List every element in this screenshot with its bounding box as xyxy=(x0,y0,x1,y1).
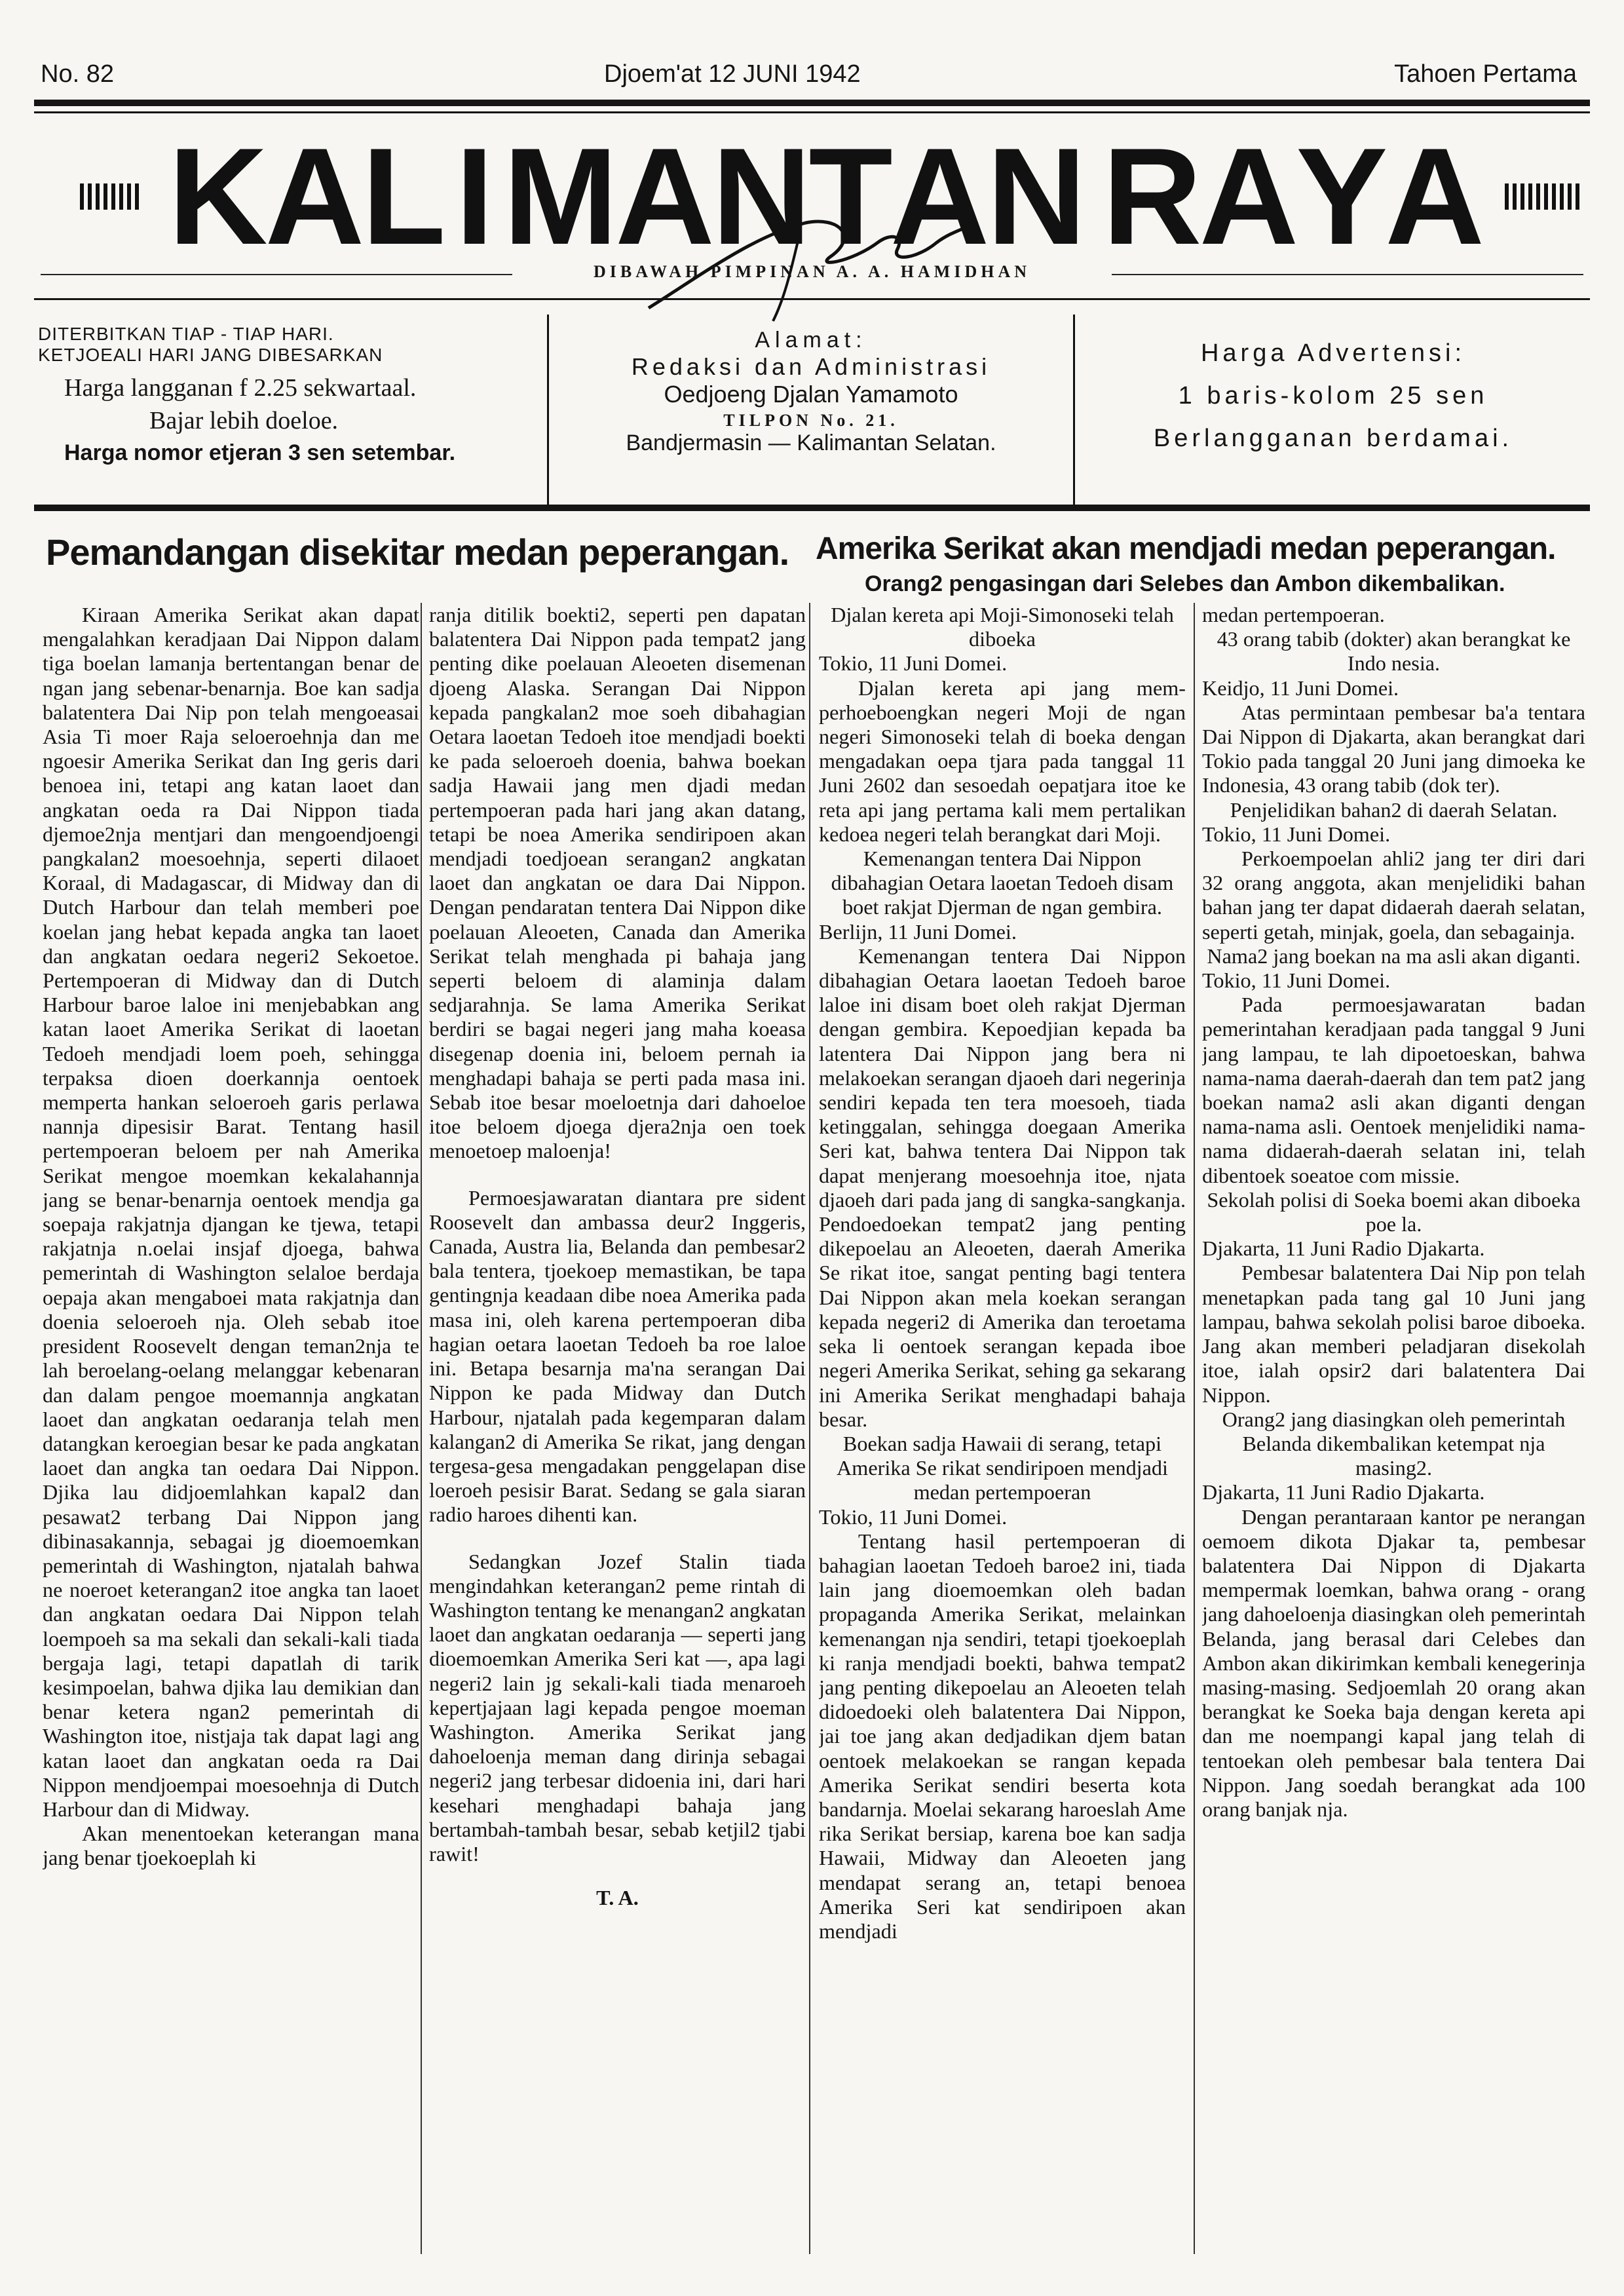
news-dateline: Berlijn, 11 Juni Domei. xyxy=(819,919,1017,944)
news-paragraph: Dengan perantaraan kantor pe nerangan oemoem dikota Djakar ta, pembesar balatentera Dai Nippon di Djakarta mempermak loemkan, bahwa orang - orang jang dahoeloenja diasingkan oleh pemerintah Belanda, jang berasal dari Celebes dan Ambon akan dikirimkan kembali kenegerinja masing-masing. Sedjoemlah 20 orang akan berangkat ke Soeka baja dengan kereta api dan me noempangi kapal jang telah di tentoekan oleh pembesar bala tentera Dai Nippon. Jang soedah berangkat ada 100 orang banjak nja. xyxy=(1202,1504,1585,1821)
news-dateline: Tokio, 11 Juni Domei. xyxy=(819,1504,1008,1529)
advertising-rate: 1 baris-kolom 25 sen xyxy=(1178,382,1488,410)
article1-column-2 xyxy=(429,603,806,2254)
masthead-letter: T xyxy=(808,119,890,273)
article2-column-2 xyxy=(1202,603,1585,2254)
address-office: Redaksi dan Administrasi xyxy=(631,353,991,380)
masthead-letter: A xyxy=(615,119,712,273)
publication-frequency: DITERBITKAN TIAP - TIAP HARI. xyxy=(38,324,334,344)
masthead-letter: M xyxy=(503,119,616,273)
masthead-ornament-left xyxy=(80,183,139,210)
advertising-title: Harga Advertensi: xyxy=(1200,339,1466,367)
article1-paragraph: Kiraan Amerika Serikat akan dapat mengalahkan keradjaan Dai Nippon dalam tiga boelan lamanja bertentangan benar de ngan jang sebenar-benarnja. Boe kan sadja balatentera Dai Nip pon telah mengoeasai Asia Ti moer Raja seloeroehnja dan me ngoesir Amerika Serikat dan Ing geris dari benoea ini, tetapi ang katan laoet dan angkatan oeda ra Dai Nippon tiada djemoe2nja mentjari dan mengoendjoengi pangkalan2 moesoehnja, seperti dilaoet Koraal, di Madagascar, di Midway dan di Dutch Harbour dan telah memberi poe koelan jang hebat kepada angka tan laoet dan angkatan oedara negeri2 Sekoetoe. Pertempoeran di Midway dan di Dutch Harbour baroe laloe ini menjebabkan ang katan laoet Amerika Serikat di laoetan Tedoeh mendjadi loem poeh, sehingga terpaksa dioen doerkannja oentoek memperta hankan seloeroeh garis perlawa nannja dipesisir Barat. Tentang hasil pertempoeran beloem per nah Amerika Serikat mengoe moemkan kekalahannja jang se benar-benarnja oentoek mendja ga soepaja rakjatnja djangan ke tjewa, tetapi rakjatnja n.oelai insjaf djoega, bahwa pemerintah di Washington selaloe berdaja oepaja akan mengaboei mata rakjatnja dan doenia seloeroeh nja. Oleh sebab itoe president Roosevelt dengan teman2nja te lah beroelang-oelang melanggar kebenaran dan dalam pengoe moemannja angkatan laoet dan angkatan oedaranja telah men datangkan keroegian besar ke pada angkatan laoet dan angka tan oedara Dai Nippon. Djika lau didjoemlahkan kapal2 dan pesawat2 terbang Dai Nippon jang dibinasakannja, sebagai jg dioemoemkan pemerintah di Washington, njatalah bahwa ne noeroet keterangan2 itoe angka tan laoet dan angkatan oedara Dai Nippon telah loempoeh sa ma sekali dan sekali-kali tiada bergaja lagi, tetapi dapatlah di tarik kesimpoelan, bahwa djika lau demikian dan benar ketera ngan2 pemerintah di Washington itoe, nistjaja tak dapat lagi ang katan laoet dan angkatan oeda ra Dai Nippon mendjoempai moesoehnja di Dutch Harbour dan di Midway. xyxy=(43,603,419,1821)
article1-paragraph: Permoesjawaratan diantara pre sident Roosevelt dan ambassa deur2 Inggeris, Canada, Austra lia, Belanda dan pembesar2 bala tentera, tjoekoep memastikan, be tapa gentingnja keadaan dibe noea Amerika pada masa ini, oleh karena pertempoeran diba hagian oetara laoetan Tedoeh ba roe laloe ini. Betapa besarnja ma'na serangan Dai Nippon ke pada Midway dan Dutch Harbour, njatalah pada kegemparan dalam kalangan2 di Amerika Se rikat, jang dengan tergesa-gesa mengadakan penggelapan dise loeroeh pesisir Barat. Sedang se gala siaran radio haroes dihenti kan. xyxy=(429,1185,806,1527)
payment-note: Bajar lebih doeloe. xyxy=(149,407,339,434)
news-item-heading: Orang2 jang diasingkan oleh pemerintah Belanda dikembalikan ketempat nja masing2. xyxy=(1222,1407,1566,1480)
news-dateline: Tokio, 11 Juni Domei. xyxy=(1202,968,1391,993)
article1-signature: T. A. xyxy=(596,1886,639,1910)
info-bottom-rule xyxy=(34,505,1590,511)
news-dateline: Tokio, 11 Juni Domei. xyxy=(819,651,1008,676)
news-paragraph: Djalan kereta api jang mem-perhoeboengkan negeri Moji de ngan negeri Simonoseki telah di boeka dengan mengadakan oepa tjara pada tanggal 11 Juni 2602 dan sesoedah oepatjara itoe ke reta api jang pertama kali mem pertalikan kedoea negeri telah berangkat dari Moji. xyxy=(819,676,1186,846)
column-divider xyxy=(1194,603,1195,2254)
article1-paragraph: Sedangkan Jozef Stalin tiada mengindahkan keterangan2 peme rintah di Washington tentang ke menangan2 angkatan laoet dan angkatan oedaranja — seperti jang dioemoemkan Amerika Seri kat —, apa lagi negeri2 lain jg sekali-kali tiada menaroeh kepertjajaan lagi kepada pengoe moeman Washington. Amerika Serikat jang dahoeloenja meman dang dirinja sebagai negeri2 jang terbesar didoenia ini, dari hari kesehari menghadapi bahaja jang bertambah-tambah besar, sebab ketjil2 tjabi rawit! xyxy=(429,1549,806,1866)
news-item-heading: Boekan sadja Hawaii di serang, tetapi Amerika Se rikat sendiripoen mendjadi medan pertempoeran xyxy=(837,1431,1168,1504)
news-dateline: Tokio, 11 Juni Domei. xyxy=(1202,822,1391,846)
address-street: Oedjoeng Djalan Yamamoto xyxy=(664,381,958,408)
masthead-letter: A xyxy=(890,119,987,273)
news-item-heading: Nama2 jang boekan na ma asli akan diganti. xyxy=(1207,944,1581,968)
news-item-heading: 43 orang tabib (dokter) akan berangkat ke Indo nesia. xyxy=(1217,627,1571,676)
masthead-letter: R xyxy=(1102,119,1199,273)
masthead-letter: A xyxy=(265,119,362,273)
masthead-letter: A xyxy=(1385,119,1482,273)
news-item-heading: Sekolah polisi di Soeka boemi akan diboeka poe la. xyxy=(1207,1187,1581,1236)
column-divider xyxy=(421,603,422,2254)
advertising-note: Berlangganan berdamai. xyxy=(1153,425,1513,452)
masthead-letter: N xyxy=(711,119,809,273)
article1-paragraph: Akan menentoekan keterangan mana jang benar tjoekoeplah ki xyxy=(43,1822,419,1870)
news-paragraph: Kemenangan tentera Dai Nippon dibahagian Oetara laoetan Tedoeh baroe laloe ini disam boet oleh rakjat Djerman dengan gembira. Kepoedjian kepada ba latentera Dai Nippon jang bera ni melakoekan serangan djaoeh dari negerinja sendiri kepada ten tera moesoeh, tiada ketinggalan, sehingga doegaan Amerika Seri kat, bahwa tentera Dai Nippon tak dapat menjerang moesoehnja itoe, njata djaoeh dari pada jang di sangka-sangkanja. Pendoedoekan tempat2 jang penting dikepoelau an Aleoeten, daerah Amerika Se rikat itoe, sangat penting bagi tentera Dai Nippon akan mela koekan serangan kepada negeri2 di Amerika dan teroetama seka li oentoek serangan kepada iboe negeri Amerika Serikat, sehing ga sekarang ini Amerika Serikat menghadapi bahaja besar. xyxy=(819,944,1186,1431)
news-dateline: medan pertempoeran. xyxy=(1202,603,1385,626)
address-phone: TILPON No. 21. xyxy=(723,411,899,430)
masthead-letter: A xyxy=(1199,119,1296,273)
news-paragraph: Pembesar balatentera Dai Nip pon telah menetapkan pada tang gal 10 Juni jang lampau, bahwa sekolah polisi baroe diboeka. Jang akan memberi peladjaran disekolah itoe, ialah opsir2 dari balatentera Dai Nippon. xyxy=(1202,1261,1585,1407)
address-label: Alamat: xyxy=(755,328,867,353)
news-paragraph: Atas permintaan pembesar ba'a tentara Dai Nippon di Djakarta, akan berangkat dari Tokio pada tanggal 20 Juni jang dimoeka ke Indonesia, 43 orang tabib (dok ter). xyxy=(1202,700,1585,797)
article1-paragraph: ranja ditilik boekti2, seperti pen dapatan balatentera Dai Nippon pada tempat2 jang penting dike poelauan Aleoeten disemenan djoeng Alaska. Serangan Dai Nippon kepada pangkalan2 moe soeh dibahagian Oetara laoetan Tedoeh itoe mendjadi boekti ke pada seloeroeh doenia, bahwa boekan sadja Hawaii jang men djadi medan pertempoeran pada hari jang akan datang, tetapi be noea Amerika sendiripoen akan mendjadi toedjoean serangan2 angkatan laoet dan angkatan oe dara Dai Nippon. Dengan pendaratan tentera Dai Nippon dike poelauan Aleoeten, Canada dan Amerika Serikat telah menghada pi bahaja jang seperti beloem di alaminja dalam sedjarahnja. Se lama Amerika Serikat berdiri se bagai negeri jang maha koeasa disegenap doenia ini, beloem pernah ia menghadapi bahaja se perti pada masa ini. Sebab itoe besar moeloetnja dari dahoeloe itoe beloem djoega djera2nja oen toek menoetoep maloenja! xyxy=(429,603,806,1163)
masthead-letter: Y xyxy=(1296,119,1386,273)
news-paragraph: Tentang hasil pertempoeran di bahagian laoetan Tedoeh baroe2 ini, tiada lain jang dioemoemkan oleh badan propaganda Amerika Serikat, melainkan kemenangan nja sendiri, tetapi tjoekoeplah ki ranja mendjadi boekti, bahwa tempat2 jang penting dikepoelau an Aleoeten telah didoedoeki oleh balatentera Dai Nippon, jai toe jang akan dedjadikan djem batan oentoek melakoekan se rangan kepada Amerika Serikat sendiri beserta kota bandarnja. Moelai sekarang haroeslah Ame rika Serikat bersiap, karena boe kan sadja Hawaii, Midway dan Aleoeten jang mendapat serang an, tetapi benoea Amerika Seri kat sendiripoen akan mendjadi xyxy=(819,1529,1186,1943)
top-info-line xyxy=(41,60,1577,100)
news-dateline: Djakarta, 11 Juni Radio Djakarta. xyxy=(1202,1236,1485,1261)
address-box xyxy=(547,315,1075,505)
publication-exception: KETJOEALI HARI JANG DIBESARKAN xyxy=(38,345,383,365)
masthead-letter: K xyxy=(168,119,265,273)
news-item-heading: Djalan kereta api Moji-Simonoseki telah diboeka xyxy=(831,603,1174,651)
news-paragraph: Pada permoesjawaratan badan pemerintahan keradjaan pada tanggal 9 Juni jang lampau, te lah dipoetoeskan, bahwa nama-nama daerah-daerah dan tem pat2 jang boekan nama2 asli akan diganti dengan nama-nama asli. Oentoek menjelidiki nama-nama didaerah-daerah selatan ini, telah dibentoek soeatoe com missie. xyxy=(1202,993,1585,1187)
advertising-box xyxy=(1081,315,1585,505)
masthead-letter xyxy=(1084,138,1103,256)
article1-headline: Pemandangan disekitar medan peperangan. xyxy=(46,531,789,573)
top-rule-thin xyxy=(34,111,1590,113)
news-paragraph: Perkoempoelan ahli2 jang ter diri dari 32 orang anggota, akan menjelidiki bahan bahan jang ter dapat didaerah daerah selatan, seperti getah, minjak, goela, dan sebagainja. xyxy=(1202,847,1585,944)
news-dateline: Keidjo, 11 Juni Domei. xyxy=(1202,676,1399,700)
editor-line: DIBAWAH PIMPINAN A. A. HAMIDHAN xyxy=(41,262,1583,288)
address-city: Bandjermasin — Kalimantan Selatan. xyxy=(626,430,996,455)
volume-label: Tahoen Pertama xyxy=(1394,60,1577,88)
masthead-bottom-rule xyxy=(34,298,1590,300)
masthead-letter: I xyxy=(455,119,491,273)
single-copy-price: Harga nomor etjeran 3 sen setembar. xyxy=(64,440,456,465)
issue-date: Djoem'at 12 JUNI 1942 xyxy=(604,60,861,88)
article1-column-1 xyxy=(43,603,419,2254)
article2-subheadline: Orang2 pengasingan dari Selebes dan Ambon dikembalikan. xyxy=(865,571,1505,596)
article2-column-1 xyxy=(819,603,1186,2254)
column-divider xyxy=(809,603,810,2254)
masthead-ornament-right xyxy=(1505,183,1583,210)
issue-number: No. 82 xyxy=(41,60,114,88)
top-rule xyxy=(34,100,1590,106)
article2-headline: Amerika Serikat akan mendjadi medan peperangan. xyxy=(816,531,1556,566)
masthead-letter: L xyxy=(362,119,444,273)
news-item-heading: Kemenangan tentera Dai Nippon dibahagian Oetara laoetan Tedoeh disam boet rakjat Djerman de ngan gembira. xyxy=(831,847,1174,919)
news-item-heading: Penjelidikan bahan2 di daerah Selatan. xyxy=(1230,797,1558,822)
subscription-price: Harga langganan f 2.25 sekwartaal. xyxy=(64,374,417,402)
news-dateline: Djakarta, 11 Juni Radio Djakarta. xyxy=(1202,1480,1485,1504)
masthead-letter: N xyxy=(987,119,1084,273)
subscription-box xyxy=(38,315,536,505)
